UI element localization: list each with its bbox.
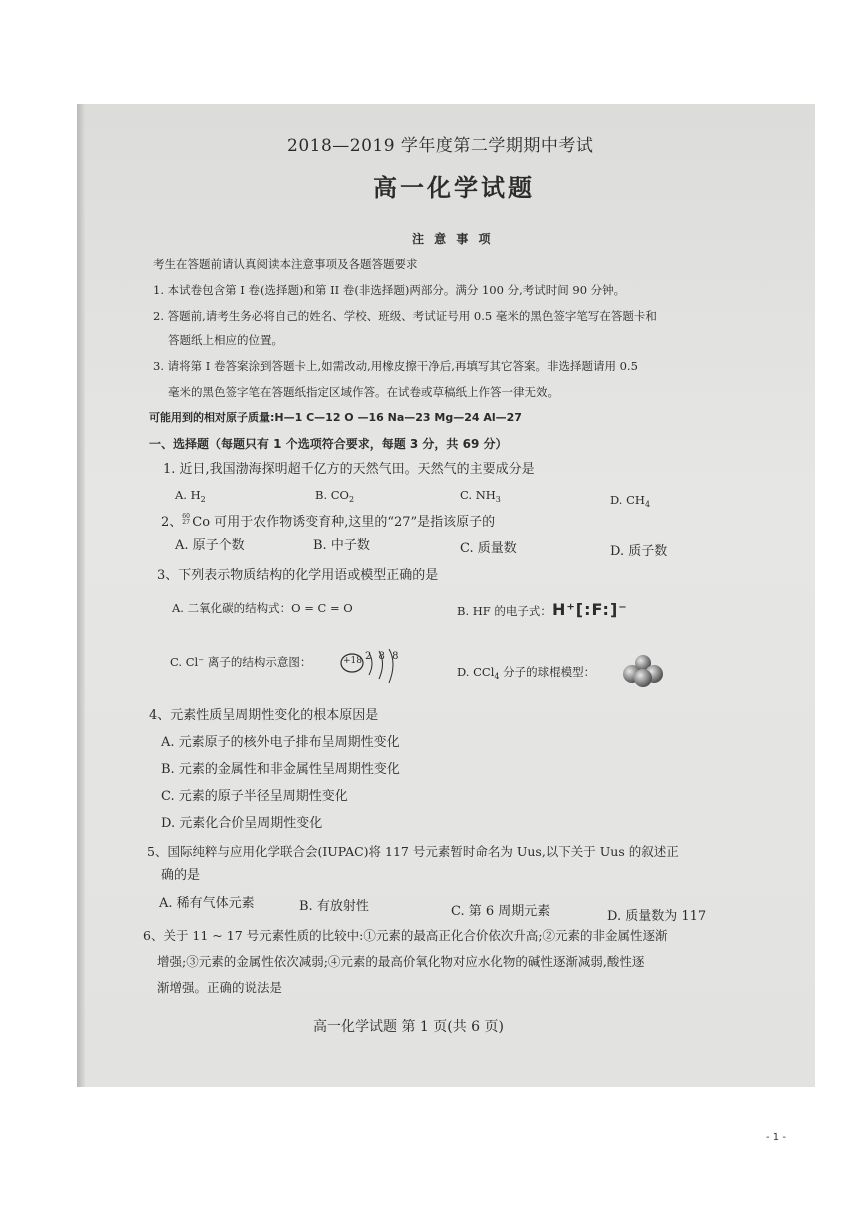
q6-stem-cont-1: 增强;③元素的金属性依次减弱;④元素的最高价氧化物对应水化物的碱性逐渐减弱,酸性逐: [157, 954, 645, 969]
notice-intro: 考生在答题前请认真阅读本注意事项及各题答题要求: [153, 257, 418, 271]
q4-option-d: D. 元素化合价呈周期性变化: [161, 816, 323, 831]
q2-nuclide-indices: 60 27: [182, 513, 190, 526]
q5-stem-cont: 确的是: [161, 868, 201, 883]
q6-stem: 6、关于 11 ~ 17 号元素性质的比较中:①元素的最高正化合价依次升高;②元素的非金属性逐渐: [143, 928, 668, 943]
q3-option-a: A. 二氧化碳的结构式：O = C = O: [172, 601, 353, 615]
q1-option-c: C. $NH_3$: [460, 488, 501, 504]
q4-option-c: C. 元素的原子半径呈周期性变化: [161, 789, 348, 804]
q3-option-c: C. Cl⁻ 离子的结构示意图：: [170, 655, 312, 669]
q1-stem: 1. 近日,我国渤海探明超千亿方的天然气田。天然气的主要成分是: [163, 462, 535, 477]
q2-option-a: A. 原子个数: [175, 538, 245, 553]
q2-option-b: B. 中子数: [313, 538, 370, 553]
q4-option-a: A. 元素原子的核外电子排布呈周期性变化: [161, 735, 400, 750]
page-number: - 1 -: [766, 1132, 786, 1143]
cl-ion-structure-diagram: [339, 649, 409, 685]
notice-heading: 注 意 事 项: [412, 232, 494, 246]
exam-page-photo: [77, 104, 815, 1087]
notice-item-3-cont: 毫米的黑色签字笔在答题纸指定区域作答。在试卷或草稿纸上作答一律无效。: [168, 385, 559, 399]
q2-option-d: D. 质子数: [610, 544, 668, 559]
exam-title: 2018—2019 学年度第二学期期中考试: [287, 136, 594, 156]
q5-stem: 5、国际纯粹与应用化学联合会(IUPAC)将 117 号元素暂时命名为 Uus,以下关于 Uus 的叙述正: [147, 844, 679, 859]
page-shadow-edge: [77, 104, 85, 1087]
q3-stem: 3、下列表示物质结构的化学用语或模型正确的是: [157, 568, 439, 583]
q2-stem: 2、 60 27 Co 可用于农作物诱变育种,这里的“27”是指该原子的: [161, 513, 496, 530]
electron-shells: 2 8 8: [365, 651, 401, 662]
page-footer: 高一化学试题 第 1 页(共 6 页): [313, 1019, 504, 1035]
q5-option-d: D. 质量数为 117: [607, 909, 707, 924]
notice-item-3: 3. 请将第 I 卷答案涂到答题卡上,如需改动,用橡皮擦干净后,再填写其它答案。非选择题请用 0.5: [153, 359, 638, 373]
q3-option-d: D. CCl$_4$ 分子的球棍模型：: [457, 665, 596, 681]
atomic-masses: 可能用到的相对原子质量:H—1 C—12 O —16 Na—23 Mg—24 Al—27: [149, 411, 522, 424]
q6-stem-cont-2: 渐增强。正确的说法是: [157, 980, 283, 995]
q2-option-c: C. 质量数: [460, 541, 517, 556]
hf-electron-formula: H⁺[:F:]⁻: [551, 600, 628, 619]
section-heading: 一、选择题（每题只有 1 个选项符合要求，每题 3 分，共 69 分）: [149, 437, 508, 451]
q3-option-b: B. HF 的电子式：H⁺[:F:]⁻: [457, 600, 628, 619]
q1-option-b: B. $CO_2$: [315, 488, 355, 504]
nucleus-charge: +18: [343, 656, 362, 666]
notice-item-1: 1. 本试卷包含第 I 卷(选择题)和第 II 卷(非选择题)两部分。满分 100 分,考试时间 90 分钟。: [153, 283, 626, 297]
q4-option-b: B. 元素的金属性和非金属性呈周期性变化: [161, 762, 400, 777]
q5-option-b: B. 有放射性: [299, 899, 369, 914]
q5-option-c: C. 第 6 周期元素: [451, 904, 551, 919]
q1-option-d: D. $CH_4$: [610, 493, 651, 509]
notice-item-2: 2. 答题前,请考生务必将自己的姓名、学校、班级、考试证号用 0.5 毫米的黑色签字笔写在答题卡和: [153, 309, 657, 323]
subject-title: 高一化学试题: [373, 173, 535, 202]
notice-item-2-cont: 答题纸上相应的位置。: [168, 333, 283, 347]
q5-option-a: A. 稀有气体元素: [159, 896, 255, 911]
ccl4-ball-model-image: [621, 654, 665, 688]
q4-stem: 4、元素性质呈周期性变化的根本原因是: [149, 708, 379, 723]
q1-option-a: A. $H_2$: [175, 488, 206, 504]
